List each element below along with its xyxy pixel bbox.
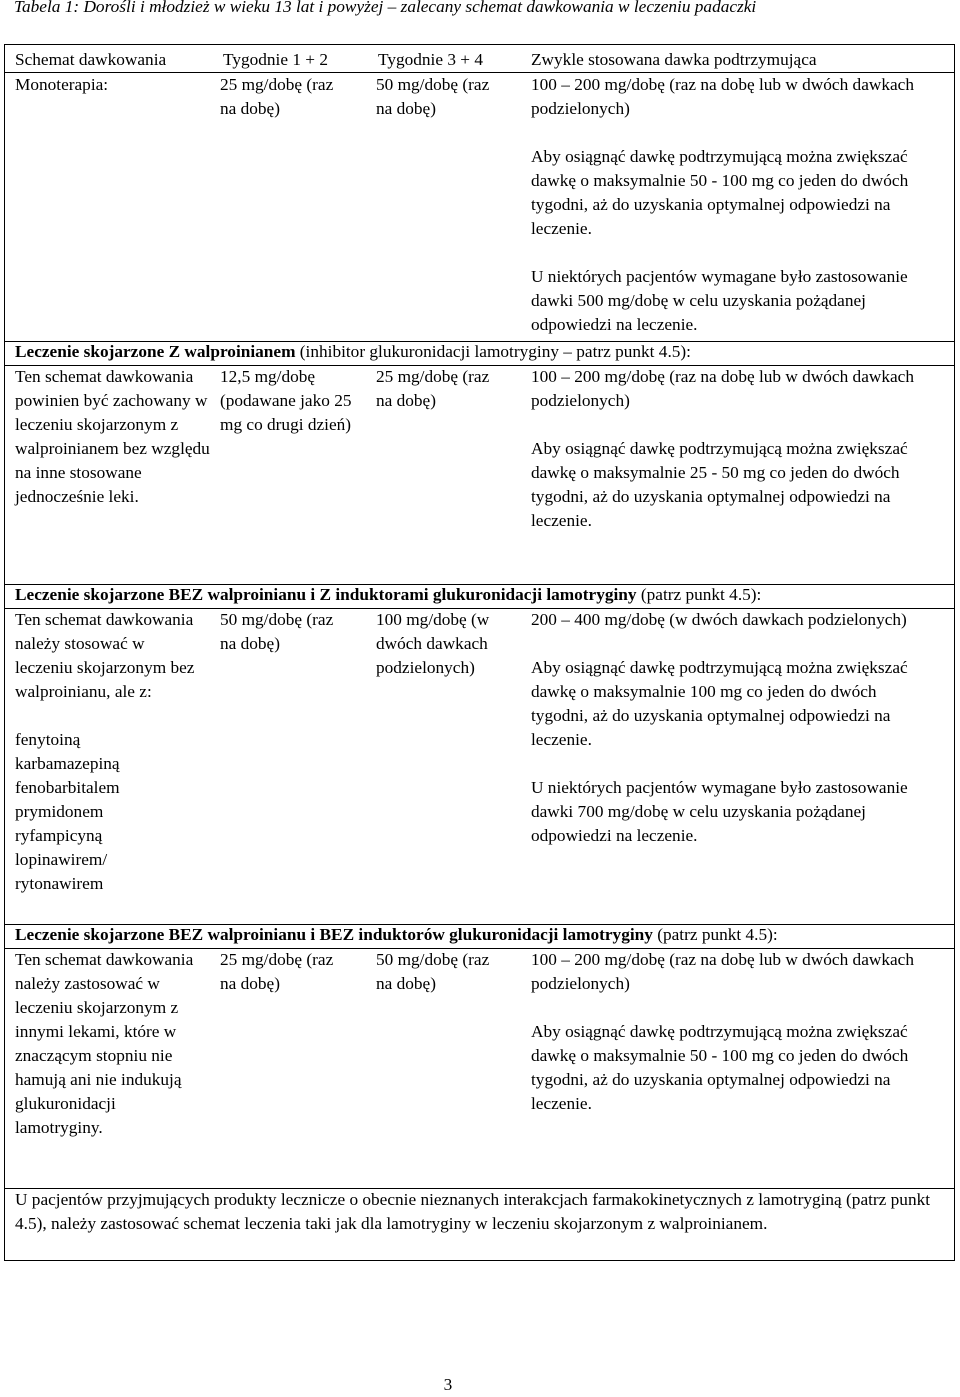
- none-maintenance: [531, 948, 931, 1116]
- inducer-drug: ryfampicyną: [15, 826, 103, 845]
- page-number: 3: [443, 1375, 453, 1394]
- section-title: Leczenie skojarzone Z walproinianem: [15, 342, 296, 361]
- inducers-weeks-1-2: 50 mg/dobę (raz na dobę): [220, 610, 334, 653]
- maintenance-dose: 200 – 400 mg/dobę (w dwóch dawkach podzielonych): [531, 610, 907, 629]
- none-weeks-3-4: 50 mg/dobę (raz na dobę): [376, 950, 490, 993]
- valproate-maintenance: [531, 365, 931, 533]
- monotherapy-maintenance: [531, 73, 931, 337]
- section-without-inducers: [15, 923, 950, 947]
- header-weeks-3-4: Tygodnie 3 + 4: [378, 50, 484, 69]
- section-title: Leczenie skojarzone BEZ walproinianu i Z induktorami glukuronidacji lamotryginy: [15, 585, 637, 604]
- maintenance-dose: 100 – 200 mg/dobę (raz na dobę lub w dwóch dawkach podzielonych): [531, 75, 914, 118]
- inducers-maintenance: [531, 608, 931, 848]
- inducer-drug: lopinawirem/: [15, 850, 108, 869]
- maintenance-titration-note: Aby osiągnąć dawkę podtrzymującą można zwiększać dawkę o maksymalnie 100 mg co jeden do dwóch tygodni, aż do uzyskania optymalnej odpowiedzi na leczenie.: [531, 658, 908, 749]
- monotherapy-weeks-1-2: 25 mg/dobę (raz na dobę): [220, 75, 334, 118]
- table-caption: Tabela 1: Dorośli i młodzież w wieku 13 lat i powyżej – zalecany schemat dawkowania w leczeniu padaczki: [14, 0, 757, 16]
- inducers-weeks-3-4: 100 mg/dobę (w dwóch dawkach podzielonych): [376, 610, 490, 677]
- maintenance-titration-note: Aby osiągnąć dawkę podtrzymującą można zwiększać dawkę o maksymalnie 50 - 100 mg co jeden do dwóch tygodni, aż do uzyskania optymalnej odpowiedzi na leczenie.: [531, 1022, 909, 1113]
- inducer-drug: rytonawirem: [15, 874, 104, 893]
- inducer-drug: fenobarbitalem: [15, 778, 120, 797]
- maintenance-titration-note: Aby osiągnąć dawkę podtrzymującą można zwiększać dawkę o maksymalnie 25 - 50 mg co jeden do dwóch tygodni, aż do uzyskania optymalnej odpowiedzi na leczenie.: [531, 439, 908, 530]
- valproate-weeks-1-2: 12,5 mg/dobę (podawane jako 25 mg co drugi dzień): [220, 367, 352, 434]
- inducers-intro: Ten schemat dawkowania należy stosować w leczeniu skojarzonym bez walproinianu, ale z:: [15, 610, 195, 701]
- section-note: (inhibitor glukuronidacji lamotryginy – patrz punkt 4.5):: [295, 342, 691, 361]
- maintenance-titration-note: Aby osiągnąć dawkę podtrzymującą można zwiększać dawkę o maksymalnie 50 - 100 mg co jeden do dwóch tygodni, aż do uzyskania optymalnej odpowiedzi na leczenie.: [531, 147, 909, 238]
- none-regimen-description: Ten schemat dawkowania należy zastosować w leczeniu skojarzonym z innymi lekami, które w znaczącym stopniu nie hamują ani nie indukują glukuronidacji lamotryginy.: [15, 950, 194, 1137]
- maintenance-high-dose-note: U niektórych pacjentów wymagane było zastosowanie dawki 700 mg/dobę w celu uzyskania pożądanej odpowiedzi na leczenie.: [531, 778, 908, 845]
- none-weeks-1-2: 25 mg/dobę (raz na dobę): [220, 950, 334, 993]
- maintenance-dose: 100 – 200 mg/dobę (raz na dobę lub w dwóch dawkach podzielonych): [531, 367, 914, 410]
- maintenance-high-dose-note: U niektórych pacjentów wymagane było zastosowanie dawki 500 mg/dobę w celu uzyskania pożądanej odpowiedzi na leczenie.: [531, 267, 908, 334]
- section-note: (patrz punkt 4.5):: [636, 585, 762, 604]
- valproate-regimen-description: Ten schemat dawkowania powinien być zachowany w leczeniu skojarzonym z walproinianem bez względu na inne stosowane jednocześnie leki.: [15, 367, 210, 506]
- inducer-drug: prymidonem: [15, 802, 104, 821]
- section-with-valproate: [15, 340, 950, 364]
- header-maintenance: Zwykle stosowana dawka podtrzymująca: [531, 50, 817, 69]
- inducer-drug: karbamazepiną: [15, 754, 120, 773]
- maintenance-dose: 100 – 200 mg/dobę (raz na dobę lub w dwóch dawkach podzielonych): [531, 950, 914, 993]
- header-dosing-regimen: Schemat dawkowania: [15, 50, 167, 69]
- section-title: Leczenie skojarzone BEZ walproinianu i BEZ induktorów glukuronidacji lamotryginy: [15, 925, 653, 944]
- dosing-table: [4, 44, 955, 1261]
- monotherapy-weeks-3-4: 50 mg/dobę (raz na dobę): [376, 75, 490, 118]
- valproate-weeks-3-4: 25 mg/dobę (raz na dobę): [376, 367, 490, 410]
- footnote-text: U pacjentów przyjmujących produkty lecznicze o obecnie nieznanych interakcjach farmakokinetycznych z lamotryginą (patrz punkt 4.5), należy zastosować schemat leczenia taki jak dla lamotryginy w leczeniu skojarzonym z walproinianem.: [15, 1190, 931, 1233]
- inducers-regimen-description: [15, 608, 195, 896]
- inducer-drug: fenytoiną: [15, 730, 81, 749]
- header-weeks-1-2: Tygodnie 1 + 2: [223, 50, 329, 69]
- monotherapy-label: Monoterapia:: [15, 75, 109, 94]
- section-note: (patrz punkt 4.5):: [652, 925, 778, 944]
- section-with-inducers: [15, 583, 950, 607]
